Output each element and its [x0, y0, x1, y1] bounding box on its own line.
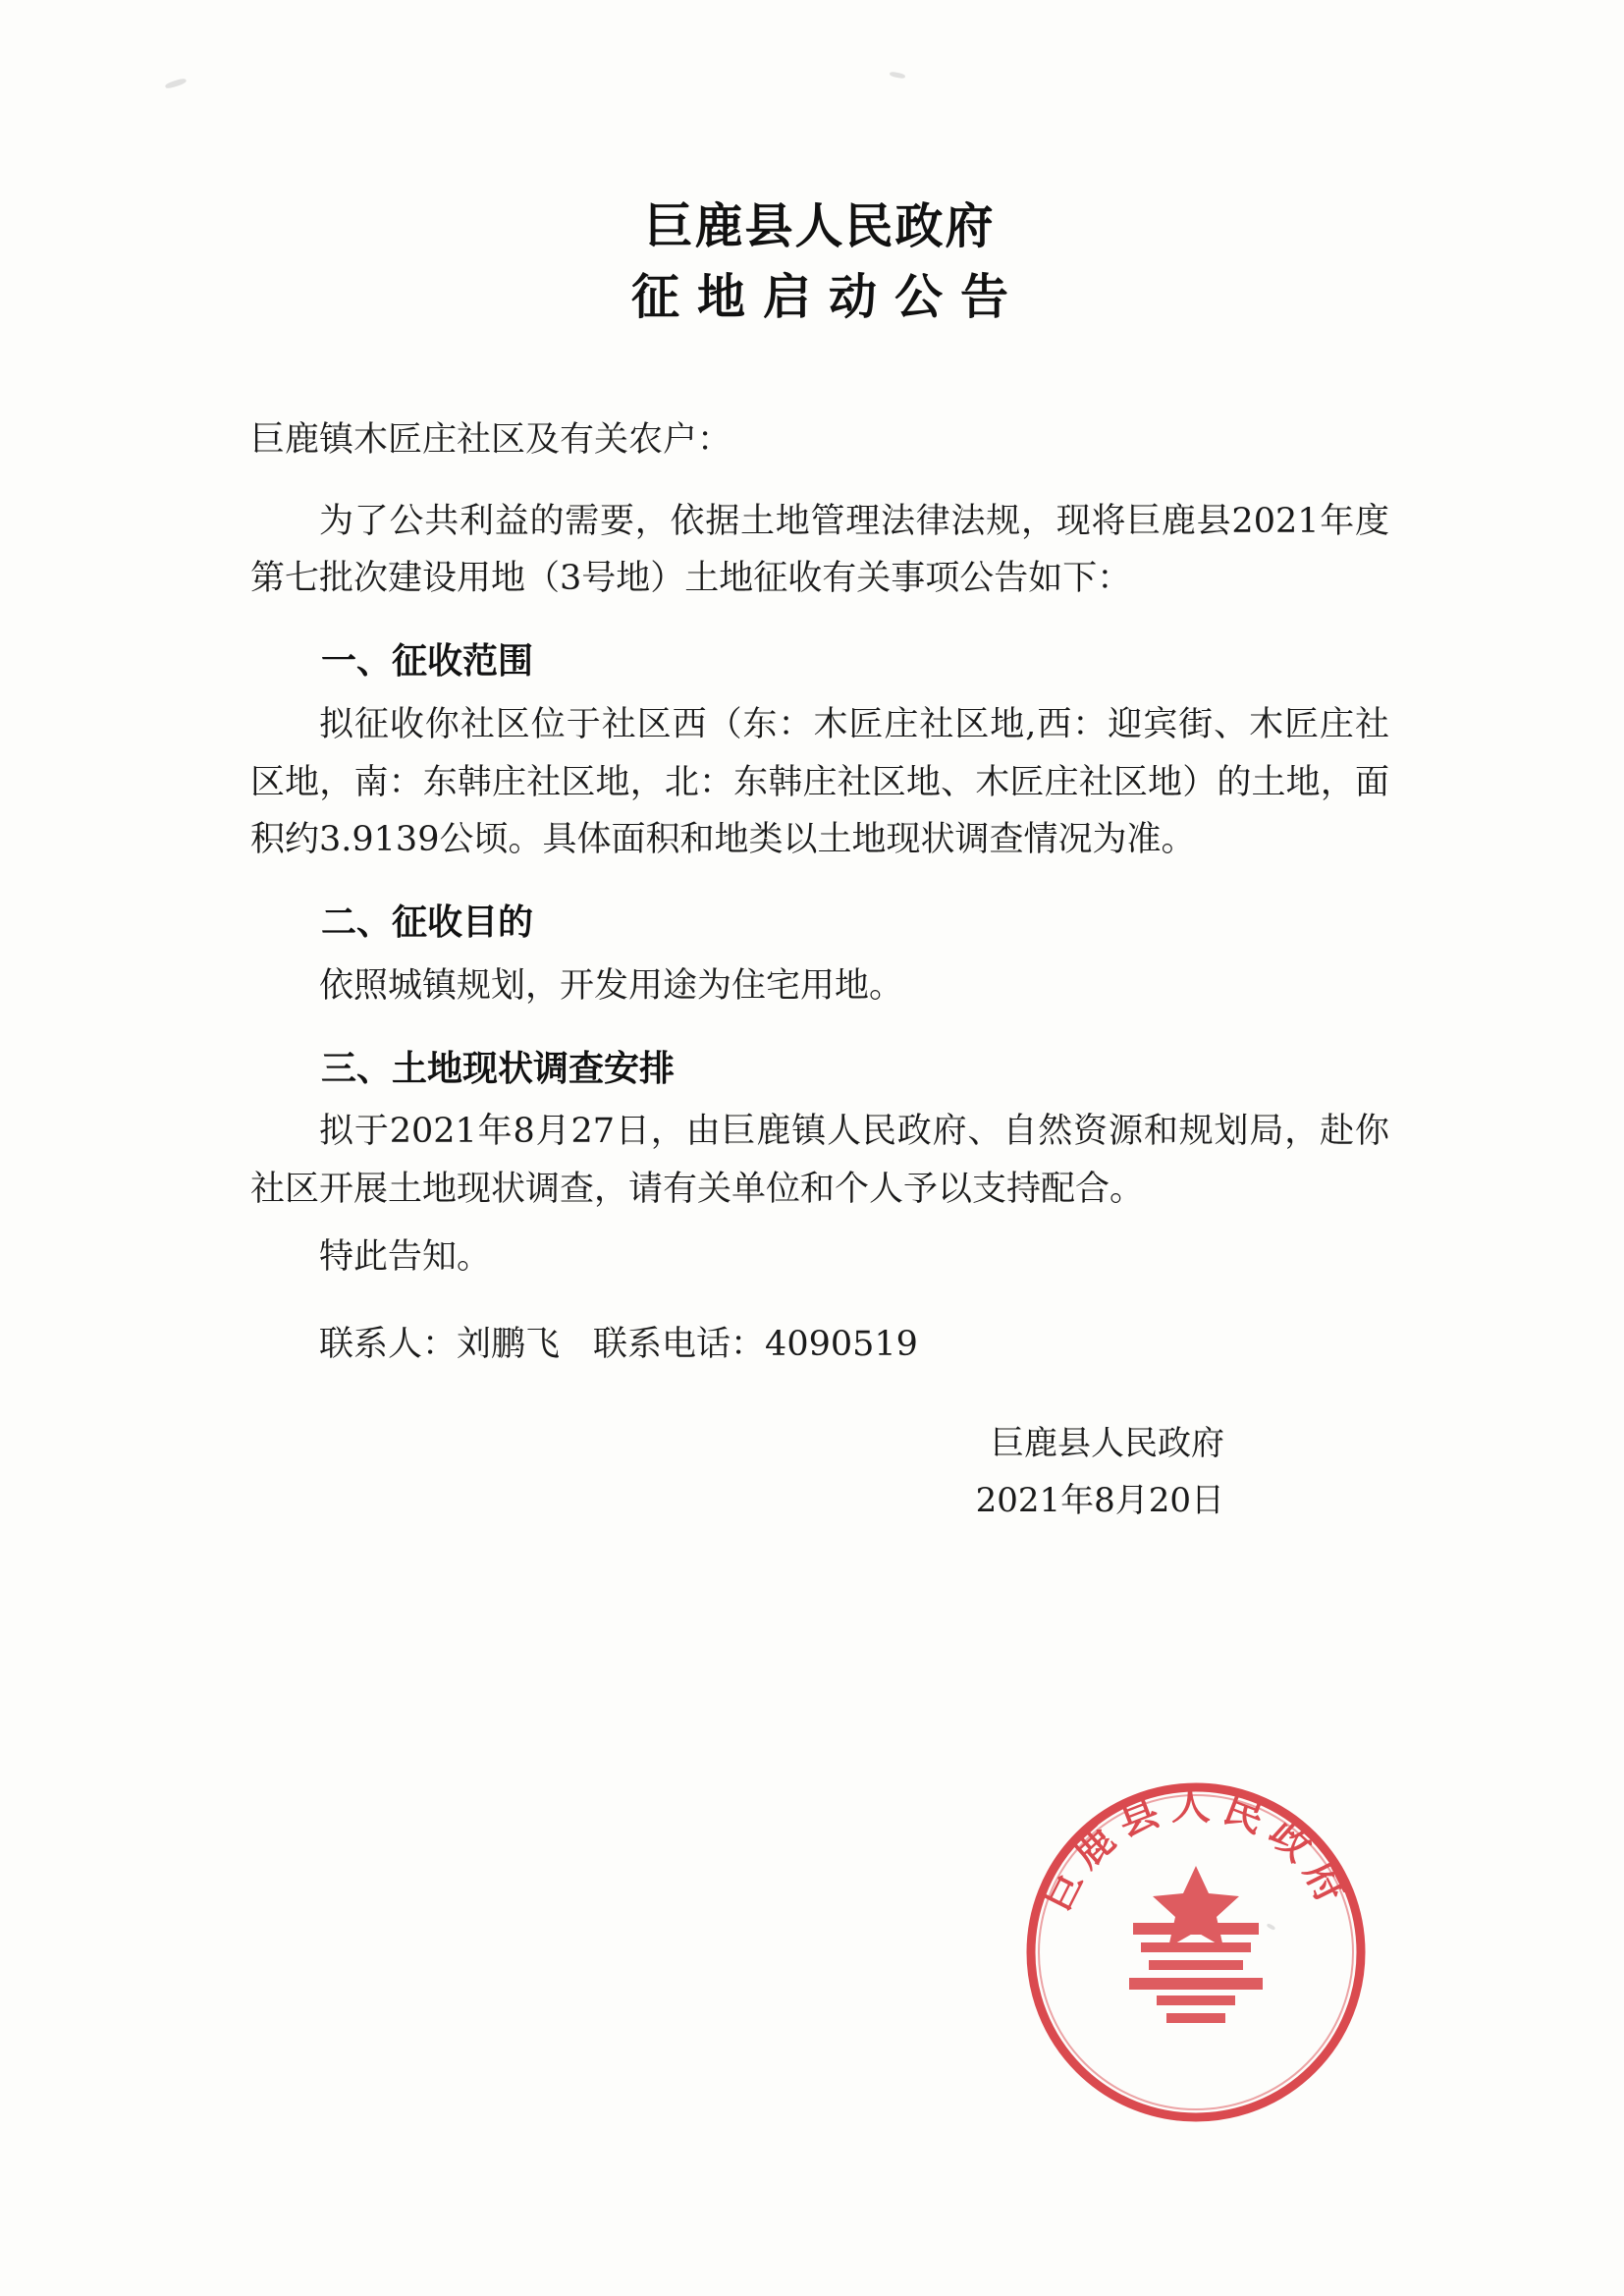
contact-person-label: 联系人： [319, 1324, 458, 1364]
document-body [250, 196, 1389, 1530]
section-heading-2: 二、征收目的 [321, 902, 534, 944]
official-seal-icon [1019, 1776, 1373, 2129]
signature-organization: 巨鹿县人民政府 [991, 1424, 1224, 1464]
signature-block [250, 1416, 1389, 1530]
svg-text:巨鹿县人民政府: 巨鹿县人民政府 [1033, 1782, 1359, 1919]
closing-paragraph: 特此告知。 [319, 1236, 492, 1277]
section-heading-1: 一、征收范围 [321, 640, 534, 683]
document-title-block [250, 196, 1389, 329]
section-body-2: 依照城镇规划，开发用途为住宅用地。 [319, 965, 904, 1006]
intro-paragraph: 为了公共利益的需要，依据土地管理法律法规，现将巨鹿县2021年度第七批次建设用地（3号地）土地征收有关事项公告如下： [250, 501, 1389, 599]
issuing-authority-title: 巨鹿县人民政府 [644, 197, 996, 254]
contact-phone-label: 联系电话： [593, 1324, 766, 1364]
scan-artifact [890, 71, 906, 79]
contact-person-name: 刘鹏飞 [457, 1324, 561, 1364]
section-body-3: 拟于2021年8月27日，由巨鹿镇人民政府、自然资源和规划局，赴你社区开展土地现状调查，请有关单位和个人予以支持配合。 [250, 1112, 1389, 1209]
signature-date: 2021年8月20日 [975, 1481, 1224, 1521]
contact-line [250, 1316, 1389, 1374]
addressee-line: 巨鹿镇木匠庄社区及有关农户： [250, 420, 732, 461]
scan-artifact [1267, 1923, 1276, 1931]
scan-artifact [165, 78, 188, 90]
document-title: 征地启动公告 [630, 268, 1026, 326]
section-heading-3: 三、土地现状调查安排 [321, 1047, 676, 1089]
section-body-1: 拟征收你社区位于社区西（东：木匠庄社区地,西：迎宾街、木匠庄社区地，南：东韩庄社区地，北：东韩庄社区地、木匠庄社区地）的土地，面积约3.9139公顷。具体面积和地类以土地现状调查情况为准。 [250, 704, 1389, 860]
contact-phone-number: 4090519 [765, 1324, 918, 1364]
